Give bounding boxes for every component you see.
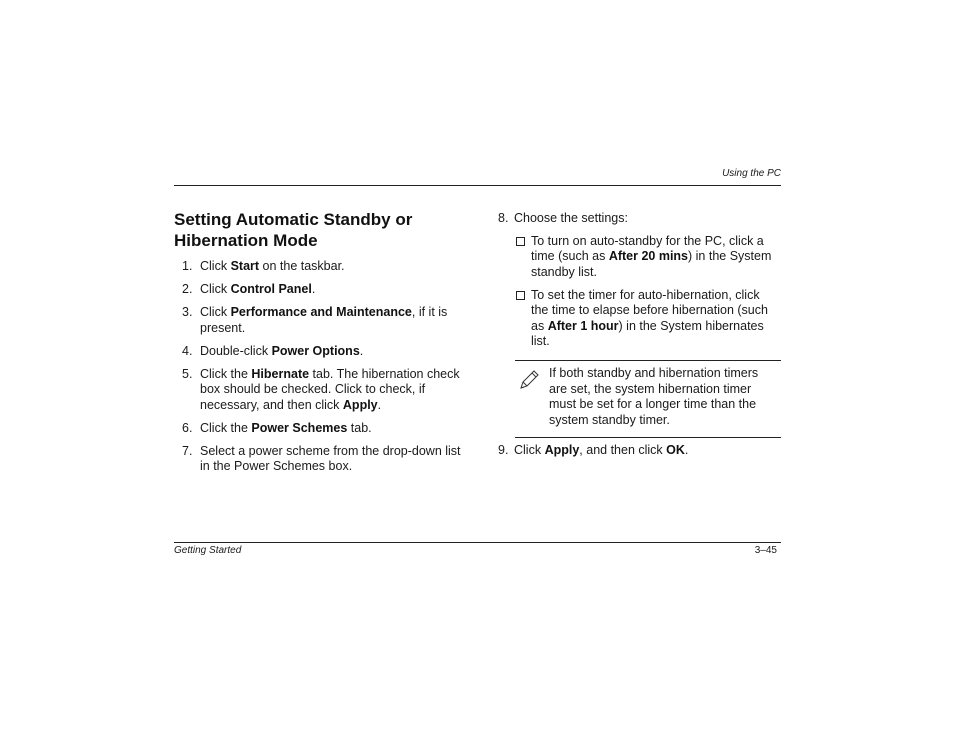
running-head: Using the PC <box>722 168 781 179</box>
bullet-text: To turn on auto-standby for the PC, click a time (such as <box>531 233 764 263</box>
step-bold-term: Control Panel <box>230 282 312 296</box>
checkbox-square-icon <box>516 291 525 300</box>
step-bold-term: Start <box>230 259 260 273</box>
step-text: Click <box>200 282 231 296</box>
footer-rule <box>174 542 781 543</box>
step-number: 1. <box>182 259 193 273</box>
step-number: 7. <box>182 443 193 458</box>
step-text: tab. <box>347 420 372 435</box>
step-item <box>174 282 469 298</box>
step-number: 5. <box>182 366 193 381</box>
step-text: Click the <box>200 420 252 435</box>
settings-bullet-list <box>498 234 781 350</box>
note-text: If both standby and hibernation timers are set, the system hibernation timer must be set for a longer time than the system standby timer. <box>549 366 759 427</box>
step-text: Double-click <box>200 343 272 358</box>
right-column <box>498 211 781 357</box>
step-bold-term: Power Schemes <box>251 420 348 435</box>
section-title: Setting Automatic Standby or Hibernation Mode <box>174 210 413 250</box>
step-item <box>498 211 781 227</box>
pencil-icon <box>518 369 540 391</box>
left-column <box>174 209 469 482</box>
step-text: . <box>311 282 316 296</box>
step-item <box>174 305 469 336</box>
bullet-text: ) in the System hibernates list. <box>531 318 764 348</box>
step-number: 9. <box>498 443 509 457</box>
step-bold-term: Power Options <box>271 343 360 358</box>
bullet-text: ) in the System standby list. <box>531 249 772 279</box>
bullet-bold-term: After 1 hour <box>547 318 619 333</box>
step-bold-term: Apply <box>544 443 580 457</box>
step-text: Click <box>200 305 231 319</box>
step-text: Select a power scheme from the drop-down list in the Power Schemes box. <box>200 443 461 473</box>
step-text: Click the <box>200 366 252 381</box>
step-text: tab. The hibernation check box should be checked. Click to check, if necessary, and then click <box>200 366 460 412</box>
page-number: 3–45 <box>754 545 777 556</box>
header-rule <box>174 185 781 186</box>
footer-title: Getting Started <box>174 545 242 556</box>
step-text: Click <box>514 443 545 457</box>
step-number: 2. <box>182 282 193 296</box>
step-text: , and then click <box>579 443 667 457</box>
bullet-item <box>498 288 781 350</box>
step-text: on the taskbar. <box>259 259 345 273</box>
step-bold-term: Hibernate <box>251 366 310 381</box>
step-item <box>498 443 781 459</box>
checkbox-square-icon <box>516 237 525 246</box>
step-item <box>174 367 469 414</box>
note-box <box>515 360 781 438</box>
step-text: Click <box>200 259 231 273</box>
step-number: 6. <box>182 420 193 435</box>
step-bold-term: OK <box>666 443 685 457</box>
step-item <box>174 259 469 275</box>
step-bold-term: Performance and Maintenance <box>230 305 412 319</box>
step-text: . <box>377 397 382 412</box>
step-item <box>174 344 469 360</box>
step-text: , if it is present. <box>200 305 448 335</box>
bullet-item <box>498 234 781 281</box>
steps-list <box>174 259 469 475</box>
step-item <box>174 421 469 437</box>
step-text: . <box>359 343 364 358</box>
bullet-bold-term: After 20 mins <box>608 249 689 263</box>
step-number: 8. <box>498 211 509 225</box>
bullet-text: To set the timer for auto-hibernation, click the time to elapse before hibernation (such as <box>531 287 768 333</box>
step-number: 4. <box>182 343 193 358</box>
step-bold-term: Apply <box>342 397 378 412</box>
step-text: . <box>684 443 689 457</box>
step-item <box>174 444 469 475</box>
step-text: Choose the settings: <box>514 211 628 225</box>
step-number: 3. <box>182 305 193 319</box>
